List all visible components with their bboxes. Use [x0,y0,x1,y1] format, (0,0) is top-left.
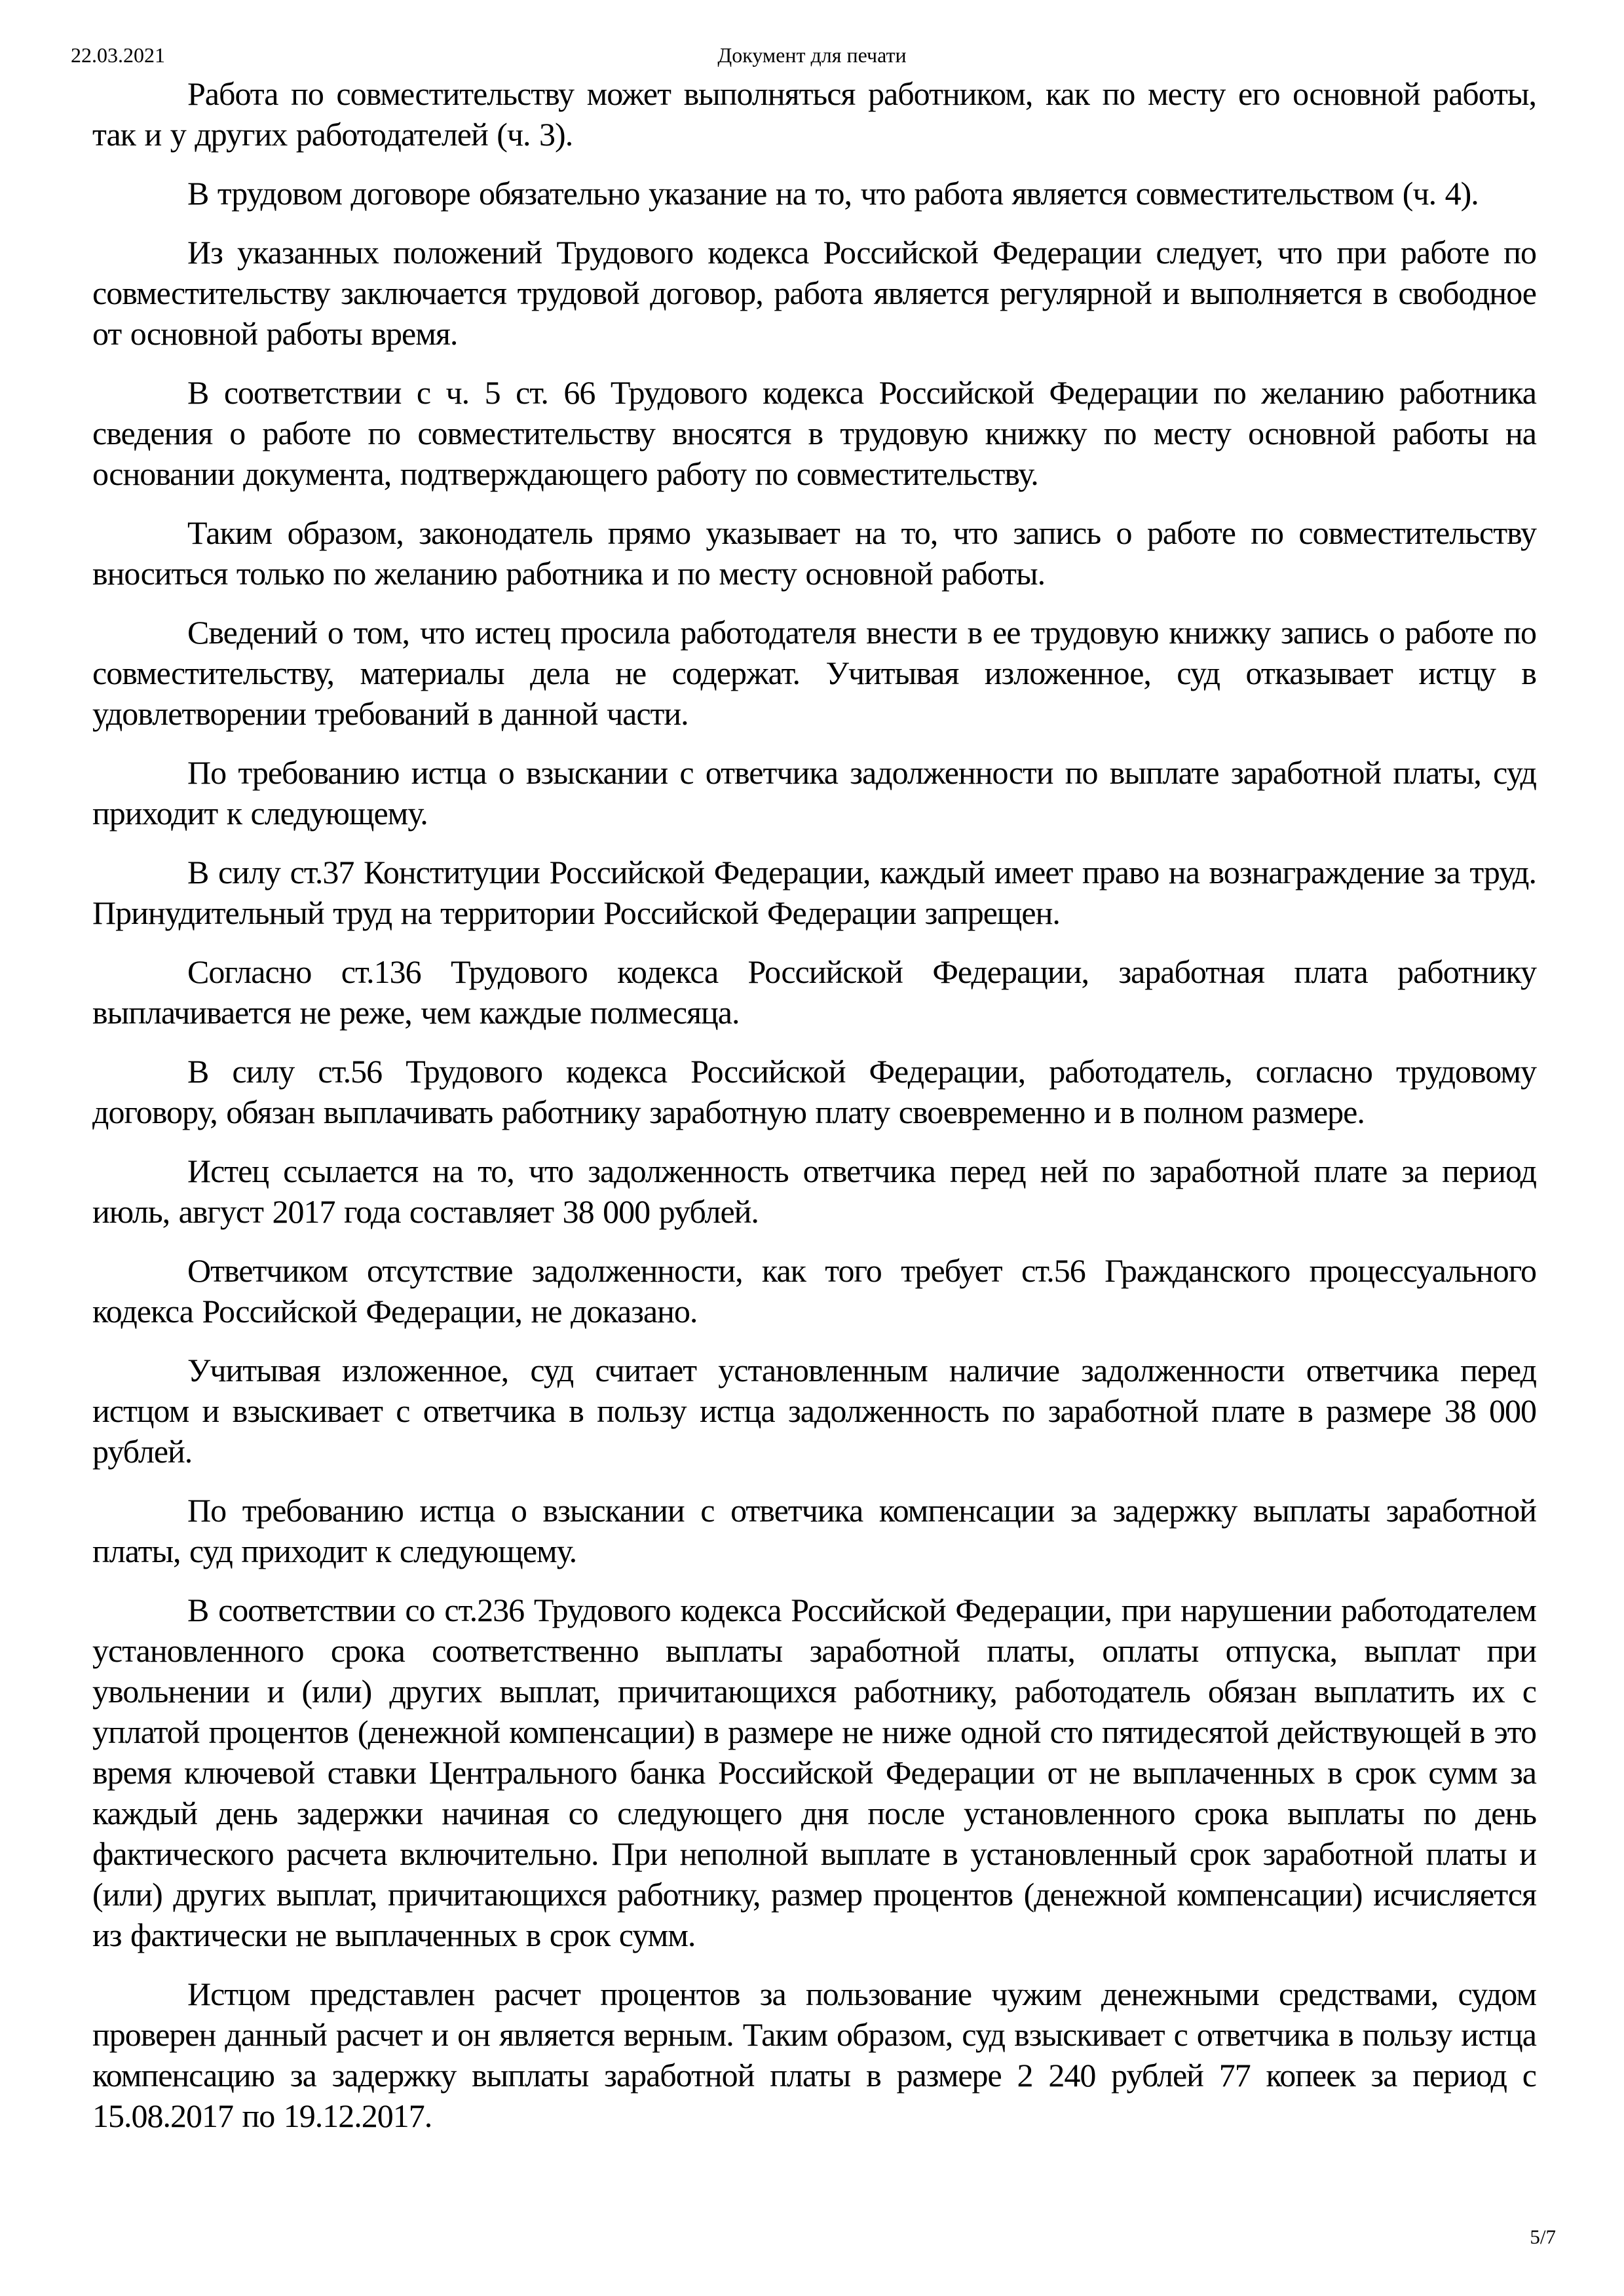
paragraph: Работа по совместительству может выполняться работником, как по месту его основной работы, так и у других работодателей (ч. 3). [92,75,1536,153]
paragraph: По требованию истца о взыскании с ответчика задолженности по выплате заработной платы, суд приходит к следующему. [92,754,1536,832]
paragraph: В соответствии со ст.236 Трудового кодекса Российской Федерации, при нарушении работодателем установленного срока соответственно выплаты заработной платы, оплаты отпуска, выплат при увольнении и (или) других выплат, причитающихся работнику, работодатель обязан выплатить их с уплатой процентов (денежной компенсации) в размере не ниже одной сто пятидесятой действующей в это время ключевой ставки Центрального банка Российской Федерации от не выплаченных в срок сумм за каждый день задержки начиная со следующего дня после установленного срока выплаты по день фактического расчета включительно. При неполной выплате в установленный срок заработной платы и (или) других выплат, причитающихся работнику, размер процентов (денежной компенсации) исчисляется из фактически не выплаченных в срок сумм. [92,1592,1536,1953]
paragraph: Ответчиком отсутствие задолженности, как того требует ст.56 Гражданского процессуального кодекса Российской Федерации, не доказано. [92,1252,1536,1330]
page-number: 5/7 [1530,2225,1556,2248]
header-date: 22.03.2021 [71,43,165,67]
paragraph: В силу ст.56 Трудового кодекса Российской Федерации, работодатель, согласно трудовому договору, обязан выплачивать работнику заработную плату своевременно и в полном размере. [92,1053,1536,1130]
document-body [92,73,1536,2154]
paragraph: В силу ст.37 Конституции Российской Федерации, каждый имеет право на вознаграждение за труд. Принудительный труд на территории Российской Федерации запрещен. [92,854,1536,931]
print-header [0,43,1624,69]
paragraph: В трудовом договоре обязательно указание на то, что работа является совместительством (ч. 4). [187,175,1479,212]
header-title: Документ для печати [717,43,907,67]
print-footer [1530,2225,1556,2249]
paragraph: По требованию истца о взыскании с ответчика компенсации за задержку выплаты заработной платы, суд приходит к следующему. [92,1492,1536,1569]
paragraph: Истцом представлен расчет процентов за пользование чужим денежными средствами, судом проверен данный расчет и он является верным. Таким образом, суд взыскивает с ответчика в пользу истца компенсацию за задержку выплаты заработной платы в размере 2 240 рублей 77 копеек за период с 15.08.2017 по 19.12.2017. [92,1976,1536,2134]
paragraph: Из указанных положений Трудового кодекса Российской Федерации следует, что при работе по совместительству заключается трудовой договор, работа является регулярной и выполняется в свободное от основной работы время. [92,234,1536,352]
paragraph: Истец ссылается на то, что задолженность ответчика перед ней по заработной плате за период июль, август 2017 года составляет 38 000 рублей. [92,1153,1536,1230]
paragraph: Таким образом, законодатель прямо указывает на то, что запись о работе по совместительству вноситься только по желанию работника и по месту основной работы. [92,514,1536,592]
paragraph: Согласно ст.136 Трудового кодекса Российской Федерации, заработная плата работнику выплачивается не реже, чем каждые полмесяца. [92,953,1536,1031]
paragraph: Сведений о том, что истец просила работодателя внести в ее трудовую книжку запись о работе по совместительству, материалы дела не содержат. Учитывая изложенное, суд отказывает истцу в удовлетворении требований в данной части. [92,614,1536,732]
paragraph: В соответствии с ч. 5 ст. 66 Трудового кодекса Российской Федерации по желанию работника сведения о работе по совместительству вносятся в трудовую книжку по месту основной работы на основании документа, подтверждающего работу по совместительству. [92,374,1536,492]
paragraph: Учитывая изложенное, суд считает установленным наличие задолженности ответчика перед истцом и взыскивает с ответчика в пользу истца задолженность по заработной плате в размере 38 000 рублей. [92,1352,1536,1470]
